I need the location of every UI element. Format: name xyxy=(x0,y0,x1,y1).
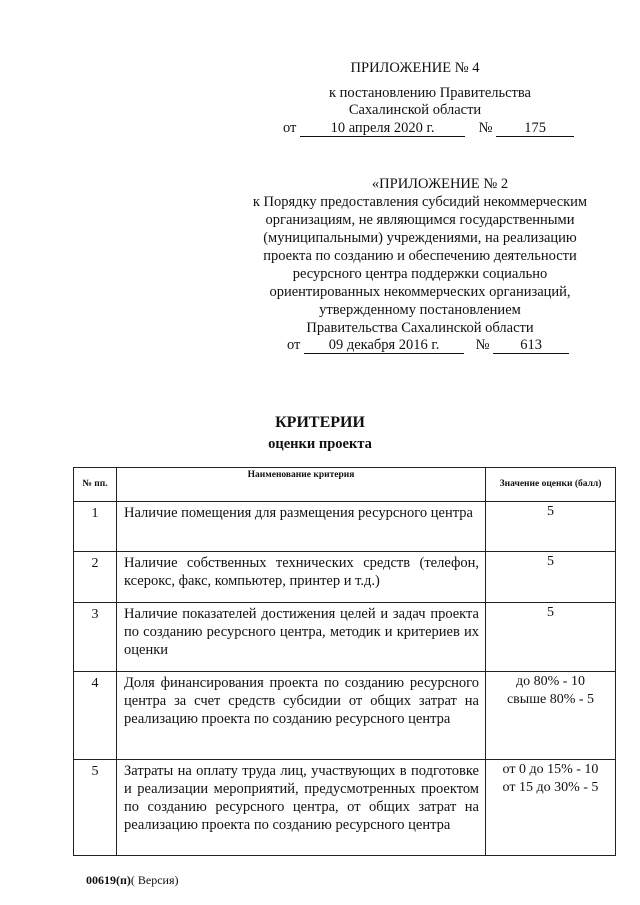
number-label: № xyxy=(475,337,490,353)
appendix4-line2: Сахалинской области xyxy=(348,102,482,118)
table-header-row xyxy=(74,468,616,502)
document-code: 00619(п) xyxy=(86,873,131,887)
row-number: 4 xyxy=(74,672,117,760)
from-label: от xyxy=(287,337,301,353)
appendix2-line-7: Правительства Сахалинской области xyxy=(306,320,534,336)
appendix4-line1: к постановлению Правительства xyxy=(329,85,531,101)
header-number: № пп. xyxy=(74,468,117,502)
row-criterion: Наличие помещения для размещения ресурсного центра xyxy=(117,502,486,552)
row-number: 5 xyxy=(74,760,117,856)
row-criterion: Наличие показателей достижения целей и задач проекта по созданию ресурсного центра, методик и критериев их оценки xyxy=(117,603,486,672)
number-label: № xyxy=(478,120,493,136)
row-score: 5 xyxy=(486,603,616,672)
row-number: 2 xyxy=(74,552,117,603)
criteria-subtitle: оценки проекта xyxy=(268,436,372,452)
row-criterion: Доля финансирования проекта по созданию ресурсного центра за счет средств субсидии от общих затрат на реализацию проекта по созданию ресурсного центра xyxy=(117,672,486,760)
header-criterion: Наименование критерия xyxy=(117,468,486,502)
appendix2-line-1: организациям, не являющимся государственными xyxy=(265,212,575,228)
appendix4-number-line xyxy=(283,120,574,137)
appendix2-line-2: (муниципальными) учреждениями, на реализацию xyxy=(263,230,577,246)
appendix4-title: ПРИЛОЖЕНИЕ № 4 xyxy=(350,60,480,76)
table-row xyxy=(74,760,616,856)
appendix2-number: 613 xyxy=(493,338,569,354)
row-score: до 80% - 10 свыше 80% - 5 xyxy=(486,672,616,760)
appendix2-title: «ПРИЛОЖЕНИЕ № 2 xyxy=(371,176,509,192)
document-footer xyxy=(86,873,179,888)
table-row xyxy=(74,552,616,603)
row-number: 3 xyxy=(74,603,117,672)
appendix2-line-3: проекта по созданию и обеспечению деятельности xyxy=(263,248,577,264)
row-number: 1 xyxy=(74,502,117,552)
criteria-title: КРИТЕРИИ xyxy=(275,414,365,431)
row-score: 5 xyxy=(486,502,616,552)
appendix2-date: 09 декабря 2016 г. xyxy=(304,338,464,354)
appendix2-line-6: утвержденному постановлением xyxy=(319,302,521,318)
appendix2-line-5: ориентированных некоммерческих организаций, xyxy=(269,284,571,300)
row-score: 5 xyxy=(486,552,616,603)
appendix4-date: 10 апреля 2020 г. xyxy=(300,121,465,137)
header-score: Значение оценки (балл) xyxy=(486,468,616,502)
row-criterion: Затраты на оплату труда лиц, участвующих в подготовке и реализации мероприятий, предусмотренных проектом по созданию ресурсного центра, от общих затрат на реализацию проекта по созданию ресурсного центра xyxy=(117,760,486,856)
table-row xyxy=(74,603,616,672)
criteria-table xyxy=(73,467,616,856)
row-score: от 0 до 15% - 10 от 15 до 30% - 5 xyxy=(486,760,616,856)
table-row xyxy=(74,672,616,760)
from-label: от xyxy=(283,120,297,136)
appendix2-line-4: ресурсного центра поддержки социально xyxy=(292,266,548,282)
appendix2-number-line xyxy=(287,337,569,354)
appendix4-number: 175 xyxy=(496,121,574,137)
table-row xyxy=(74,502,616,552)
appendix2-line-0: к Порядку предоставления субсидий некоммерческим xyxy=(252,194,588,210)
document-version: ( Версия) xyxy=(130,873,179,887)
row-criterion: Наличие собственных технических средств (телефон, ксерокс, факс, компьютер, принтер и т.д.) xyxy=(117,552,486,603)
